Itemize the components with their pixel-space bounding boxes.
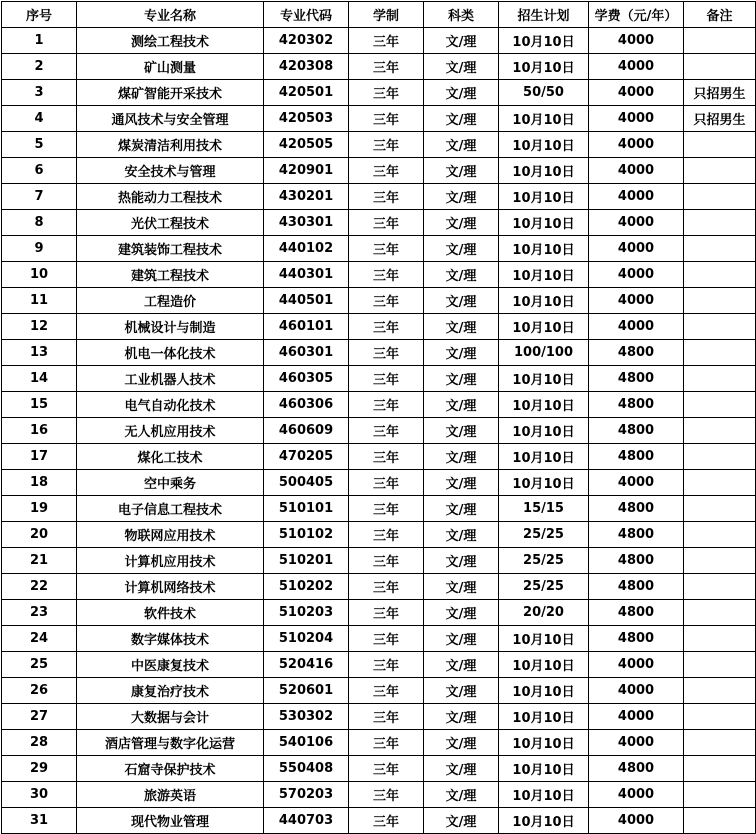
cell-enrollment-plan: 10月10日 — [499, 28, 589, 54]
cell-index: 27 — [2, 704, 77, 730]
cell-major-name: 软件技术 — [77, 600, 264, 626]
cell-tuition: 4000 — [589, 236, 684, 262]
cell-index: 9 — [2, 236, 77, 262]
cell-category: 文/理 — [424, 392, 499, 418]
table-row — [2, 210, 756, 236]
cell-major-code: 570203 — [264, 782, 349, 808]
cell-duration: 三年 — [349, 288, 424, 314]
cell-duration: 三年 — [349, 782, 424, 808]
cell-duration: 三年 — [349, 80, 424, 106]
cell-tuition: 4000 — [589, 808, 684, 834]
cell-index: 22 — [2, 574, 77, 600]
cell-remarks — [684, 548, 756, 574]
cell-remarks — [684, 782, 756, 808]
cell-index: 21 — [2, 548, 77, 574]
cell-major-code: 510203 — [264, 600, 349, 626]
cell-category: 文/理 — [424, 54, 499, 80]
cell-tuition: 4000 — [589, 652, 684, 678]
cell-duration: 三年 — [349, 574, 424, 600]
cell-remarks — [684, 418, 756, 444]
cell-tuition: 4000 — [589, 470, 684, 496]
table-row — [2, 600, 756, 626]
cell-tuition: 4000 — [589, 184, 684, 210]
cell-major-name: 计算机应用技术 — [77, 548, 264, 574]
cell-tuition: 4000 — [589, 730, 684, 756]
cell-category: 文/理 — [424, 236, 499, 262]
cell-major-name: 石窟寺保护技术 — [77, 756, 264, 782]
table-row — [2, 106, 756, 132]
cell-major-code: 460609 — [264, 418, 349, 444]
cell-category: 文/理 — [424, 522, 499, 548]
cell-major-name: 建筑装饰工程技术 — [77, 236, 264, 262]
cell-category: 文/理 — [424, 184, 499, 210]
cell-major-code: 420503 — [264, 106, 349, 132]
cell-index: 19 — [2, 496, 77, 522]
table-row — [2, 392, 756, 418]
cell-major-code: 420505 — [264, 132, 349, 158]
cell-tuition: 4000 — [589, 54, 684, 80]
cell-major-code: 460305 — [264, 366, 349, 392]
table-row — [2, 678, 756, 704]
cell-major-code: 430301 — [264, 210, 349, 236]
table-row — [2, 54, 756, 80]
cell-major-name: 建筑工程技术 — [77, 262, 264, 288]
cell-category: 文/理 — [424, 158, 499, 184]
cell-major-code: 550408 — [264, 756, 349, 782]
cell-duration: 三年 — [349, 210, 424, 236]
cell-category: 文/理 — [424, 418, 499, 444]
cell-enrollment-plan: 10月10日 — [499, 470, 589, 496]
cell-index: 18 — [2, 470, 77, 496]
cell-major-code: 440301 — [264, 262, 349, 288]
cell-tuition: 4800 — [589, 626, 684, 652]
header-category: 科类 — [424, 2, 499, 28]
cell-tuition: 4000 — [589, 158, 684, 184]
cell-enrollment-plan: 15/15 — [499, 496, 589, 522]
cell-duration: 三年 — [349, 522, 424, 548]
cell-tuition: 4800 — [589, 340, 684, 366]
cell-major-code: 430201 — [264, 184, 349, 210]
cell-duration: 三年 — [349, 106, 424, 132]
cell-enrollment-plan: 10月10日 — [499, 106, 589, 132]
cell-tuition: 4800 — [589, 444, 684, 470]
cell-duration: 三年 — [349, 626, 424, 652]
cell-duration: 三年 — [349, 340, 424, 366]
table-row — [2, 236, 756, 262]
cell-major-code: 460101 — [264, 314, 349, 340]
table-row — [2, 496, 756, 522]
cell-index: 8 — [2, 210, 77, 236]
cell-tuition: 4800 — [589, 574, 684, 600]
cell-major-code: 510201 — [264, 548, 349, 574]
cell-duration: 三年 — [349, 418, 424, 444]
cell-index: 28 — [2, 730, 77, 756]
cell-category: 文/理 — [424, 210, 499, 236]
cell-major-name: 空中乘务 — [77, 470, 264, 496]
cell-duration: 三年 — [349, 158, 424, 184]
table-row — [2, 574, 756, 600]
header-index: 序号 — [2, 2, 77, 28]
cell-duration: 三年 — [349, 496, 424, 522]
cell-duration: 三年 — [349, 262, 424, 288]
table-row — [2, 314, 756, 340]
cell-category: 文/理 — [424, 314, 499, 340]
cell-major-code: 460306 — [264, 392, 349, 418]
cell-major-name: 电气自动化技术 — [77, 392, 264, 418]
cell-category: 文/理 — [424, 132, 499, 158]
cell-tuition: 4000 — [589, 678, 684, 704]
cell-major-name: 煤矿智能开采技术 — [77, 80, 264, 106]
cell-index: 20 — [2, 522, 77, 548]
cell-major-name: 机械设计与制造 — [77, 314, 264, 340]
cell-duration: 三年 — [349, 54, 424, 80]
cell-index: 16 — [2, 418, 77, 444]
cell-category: 文/理 — [424, 496, 499, 522]
cell-remarks — [684, 132, 756, 158]
cell-enrollment-plan: 10月10日 — [499, 418, 589, 444]
table-row — [2, 418, 756, 444]
cell-remarks — [684, 444, 756, 470]
cell-duration: 三年 — [349, 444, 424, 470]
cell-category: 文/理 — [424, 470, 499, 496]
table-row — [2, 808, 756, 834]
cell-major-name: 测绘工程技术 — [77, 28, 264, 54]
table-row — [2, 262, 756, 288]
cell-major-code: 510202 — [264, 574, 349, 600]
cell-remarks — [684, 314, 756, 340]
cell-enrollment-plan: 10月10日 — [499, 288, 589, 314]
cell-duration: 三年 — [349, 132, 424, 158]
cell-remarks — [684, 392, 756, 418]
cell-major-name: 中医康复技术 — [77, 652, 264, 678]
cell-index: 15 — [2, 392, 77, 418]
table-row — [2, 782, 756, 808]
cell-enrollment-plan: 10月10日 — [499, 444, 589, 470]
cell-major-name: 无人机应用技术 — [77, 418, 264, 444]
cell-major-name: 工业机器人技术 — [77, 366, 264, 392]
cell-tuition: 4800 — [589, 756, 684, 782]
cell-major-name: 现代物业管理 — [77, 808, 264, 834]
cell-major-name: 物联网应用技术 — [77, 522, 264, 548]
cell-enrollment-plan: 10月10日 — [499, 730, 589, 756]
cell-enrollment-plan: 10月10日 — [499, 132, 589, 158]
cell-category: 文/理 — [424, 808, 499, 834]
cell-tuition: 4000 — [589, 288, 684, 314]
cell-index: 25 — [2, 652, 77, 678]
cell-index: 6 — [2, 158, 77, 184]
cell-index: 2 — [2, 54, 77, 80]
cell-enrollment-plan: 10月10日 — [499, 652, 589, 678]
cell-remarks: 只招男生 — [684, 106, 756, 132]
table-row — [2, 704, 756, 730]
cell-major-name: 机电一体化技术 — [77, 340, 264, 366]
cell-category: 文/理 — [424, 28, 499, 54]
cell-index: 14 — [2, 366, 77, 392]
cell-major-code: 460301 — [264, 340, 349, 366]
cell-tuition: 4000 — [589, 28, 684, 54]
cell-major-code: 540106 — [264, 730, 349, 756]
cell-remarks: 只招男生 — [684, 80, 756, 106]
table-row — [2, 652, 756, 678]
cell-major-code: 420308 — [264, 54, 349, 80]
cell-category: 文/理 — [424, 444, 499, 470]
cell-major-name: 大数据与会计 — [77, 704, 264, 730]
cell-index: 3 — [2, 80, 77, 106]
cell-enrollment-plan: 10月10日 — [499, 678, 589, 704]
cell-enrollment-plan: 10月10日 — [499, 184, 589, 210]
cell-remarks — [684, 626, 756, 652]
cell-duration: 三年 — [349, 366, 424, 392]
cell-remarks — [684, 288, 756, 314]
cell-enrollment-plan: 100/100 — [499, 340, 589, 366]
cell-category: 文/理 — [424, 574, 499, 600]
cell-major-code: 440501 — [264, 288, 349, 314]
cell-duration: 三年 — [349, 314, 424, 340]
cell-major-code: 440102 — [264, 236, 349, 262]
cell-category: 文/理 — [424, 652, 499, 678]
header-remarks: 备注 — [684, 2, 756, 28]
header-major-name: 专业名称 — [77, 2, 264, 28]
table-row — [2, 522, 756, 548]
cell-enrollment-plan: 10月10日 — [499, 54, 589, 80]
cell-enrollment-plan: 10月10日 — [499, 366, 589, 392]
cell-index: 24 — [2, 626, 77, 652]
cell-tuition: 4000 — [589, 314, 684, 340]
table-row — [2, 626, 756, 652]
cell-remarks — [684, 496, 756, 522]
cell-tuition: 4800 — [589, 392, 684, 418]
cell-enrollment-plan: 10月10日 — [499, 262, 589, 288]
cell-major-code: 520416 — [264, 652, 349, 678]
cell-major-name: 旅游英语 — [77, 782, 264, 808]
table-body — [2, 28, 756, 834]
cell-major-code: 510102 — [264, 522, 349, 548]
cell-remarks — [684, 678, 756, 704]
cell-duration: 三年 — [349, 704, 424, 730]
cell-category: 文/理 — [424, 288, 499, 314]
table-row — [2, 340, 756, 366]
cell-major-name: 酒店管理与数字化运营 — [77, 730, 264, 756]
cell-tuition: 4000 — [589, 80, 684, 106]
cell-index: 30 — [2, 782, 77, 808]
cell-major-code: 470205 — [264, 444, 349, 470]
cell-major-name: 通风技术与安全管理 — [77, 106, 264, 132]
cell-duration: 三年 — [349, 28, 424, 54]
cell-major-code: 420901 — [264, 158, 349, 184]
cell-duration: 三年 — [349, 184, 424, 210]
cell-category: 文/理 — [424, 626, 499, 652]
cell-category: 文/理 — [424, 340, 499, 366]
cell-enrollment-plan: 10月10日 — [499, 704, 589, 730]
cell-duration: 三年 — [349, 652, 424, 678]
cell-index: 11 — [2, 288, 77, 314]
cell-remarks — [684, 756, 756, 782]
cell-enrollment-plan: 10月10日 — [499, 210, 589, 236]
cell-index: 1 — [2, 28, 77, 54]
cell-index: 5 — [2, 132, 77, 158]
cell-category: 文/理 — [424, 80, 499, 106]
cell-enrollment-plan: 25/25 — [499, 548, 589, 574]
cell-index: 13 — [2, 340, 77, 366]
cell-major-code: 440703 — [264, 808, 349, 834]
cell-enrollment-plan: 10月10日 — [499, 158, 589, 184]
cell-index: 10 — [2, 262, 77, 288]
cell-remarks — [684, 366, 756, 392]
cell-index: 12 — [2, 314, 77, 340]
cell-major-code: 500405 — [264, 470, 349, 496]
cell-remarks — [684, 730, 756, 756]
cell-tuition: 4800 — [589, 366, 684, 392]
cell-tuition: 4000 — [589, 262, 684, 288]
header-enrollment-plan: 招生计划 — [499, 2, 589, 28]
cell-category: 文/理 — [424, 262, 499, 288]
cell-tuition: 4800 — [589, 418, 684, 444]
cell-remarks — [684, 600, 756, 626]
cell-major-name: 热能动力工程技术 — [77, 184, 264, 210]
cell-major-name: 光伏工程技术 — [77, 210, 264, 236]
cell-major-code: 520601 — [264, 678, 349, 704]
table-row — [2, 548, 756, 574]
cell-major-name: 工程造价 — [77, 288, 264, 314]
cell-enrollment-plan: 50/50 — [499, 80, 589, 106]
cell-major-name: 矿山测量 — [77, 54, 264, 80]
cell-tuition: 4800 — [589, 600, 684, 626]
cell-category: 文/理 — [424, 600, 499, 626]
cell-major-name: 煤炭清洁利用技术 — [77, 132, 264, 158]
cell-tuition: 4000 — [589, 704, 684, 730]
table-row — [2, 366, 756, 392]
cell-category: 文/理 — [424, 730, 499, 756]
table-row — [2, 288, 756, 314]
cell-category: 文/理 — [424, 782, 499, 808]
cell-remarks — [684, 210, 756, 236]
cell-tuition: 4800 — [589, 522, 684, 548]
cell-remarks — [684, 54, 756, 80]
cell-major-code: 420501 — [264, 80, 349, 106]
cell-major-code: 530302 — [264, 704, 349, 730]
cell-tuition: 4000 — [589, 210, 684, 236]
cell-index: 23 — [2, 600, 77, 626]
cell-remarks — [684, 262, 756, 288]
cell-enrollment-plan: 10月10日 — [499, 782, 589, 808]
cell-category: 文/理 — [424, 756, 499, 782]
cell-major-name: 电子信息工程技术 — [77, 496, 264, 522]
cell-index: 31 — [2, 808, 77, 834]
cell-remarks — [684, 574, 756, 600]
cell-remarks — [684, 340, 756, 366]
table-row — [2, 28, 756, 54]
cell-index: 4 — [2, 106, 77, 132]
cell-duration: 三年 — [349, 548, 424, 574]
cell-major-name: 数字媒体技术 — [77, 626, 264, 652]
cell-enrollment-plan: 10月10日 — [499, 314, 589, 340]
cell-index: 7 — [2, 184, 77, 210]
cell-index: 29 — [2, 756, 77, 782]
cell-tuition: 4000 — [589, 782, 684, 808]
table-row — [2, 132, 756, 158]
cell-major-name: 煤化工技术 — [77, 444, 264, 470]
table-row — [2, 470, 756, 496]
cell-remarks — [684, 158, 756, 184]
cell-duration: 三年 — [349, 756, 424, 782]
cell-tuition: 4800 — [589, 548, 684, 574]
cell-duration: 三年 — [349, 600, 424, 626]
cell-remarks — [684, 652, 756, 678]
table-row — [2, 730, 756, 756]
cell-category: 文/理 — [424, 548, 499, 574]
table-row — [2, 444, 756, 470]
cell-major-code: 510101 — [264, 496, 349, 522]
cell-remarks — [684, 470, 756, 496]
cell-major-code: 420302 — [264, 28, 349, 54]
cell-remarks — [684, 704, 756, 730]
cell-enrollment-plan: 10月10日 — [499, 808, 589, 834]
cell-tuition: 4000 — [589, 106, 684, 132]
cell-enrollment-plan: 10月10日 — [499, 392, 589, 418]
cell-category: 文/理 — [424, 106, 499, 132]
table-row — [2, 158, 756, 184]
cell-enrollment-plan: 10月10日 — [499, 756, 589, 782]
cell-index: 26 — [2, 678, 77, 704]
cell-tuition: 4000 — [589, 132, 684, 158]
cell-enrollment-plan: 10月10日 — [499, 626, 589, 652]
cell-category: 文/理 — [424, 366, 499, 392]
table-row — [2, 756, 756, 782]
cell-enrollment-plan: 25/25 — [499, 522, 589, 548]
cell-remarks — [684, 28, 756, 54]
table-header-row — [2, 2, 756, 28]
cell-major-name: 计算机网络技术 — [77, 574, 264, 600]
cell-enrollment-plan: 25/25 — [499, 574, 589, 600]
header-major-code: 专业代码 — [264, 2, 349, 28]
header-tuition: 学费（元/年） — [589, 2, 684, 28]
table-row — [2, 80, 756, 106]
cell-major-name: 康复治疗技术 — [77, 678, 264, 704]
enrollment-table — [1, 1, 756, 834]
cell-remarks — [684, 236, 756, 262]
cell-category: 文/理 — [424, 704, 499, 730]
table-row — [2, 184, 756, 210]
cell-duration: 三年 — [349, 730, 424, 756]
cell-major-code: 510204 — [264, 626, 349, 652]
cell-duration: 三年 — [349, 470, 424, 496]
cell-enrollment-plan: 20/20 — [499, 600, 589, 626]
cell-major-name: 安全技术与管理 — [77, 158, 264, 184]
cell-index: 17 — [2, 444, 77, 470]
cell-tuition: 4800 — [589, 496, 684, 522]
cell-category: 文/理 — [424, 678, 499, 704]
cell-duration: 三年 — [349, 808, 424, 834]
cell-duration: 三年 — [349, 392, 424, 418]
cell-remarks — [684, 184, 756, 210]
cell-enrollment-plan: 10月10日 — [499, 236, 589, 262]
cell-remarks — [684, 522, 756, 548]
cell-duration: 三年 — [349, 236, 424, 262]
header-duration: 学制 — [349, 2, 424, 28]
cell-remarks — [684, 808, 756, 834]
cell-duration: 三年 — [349, 678, 424, 704]
